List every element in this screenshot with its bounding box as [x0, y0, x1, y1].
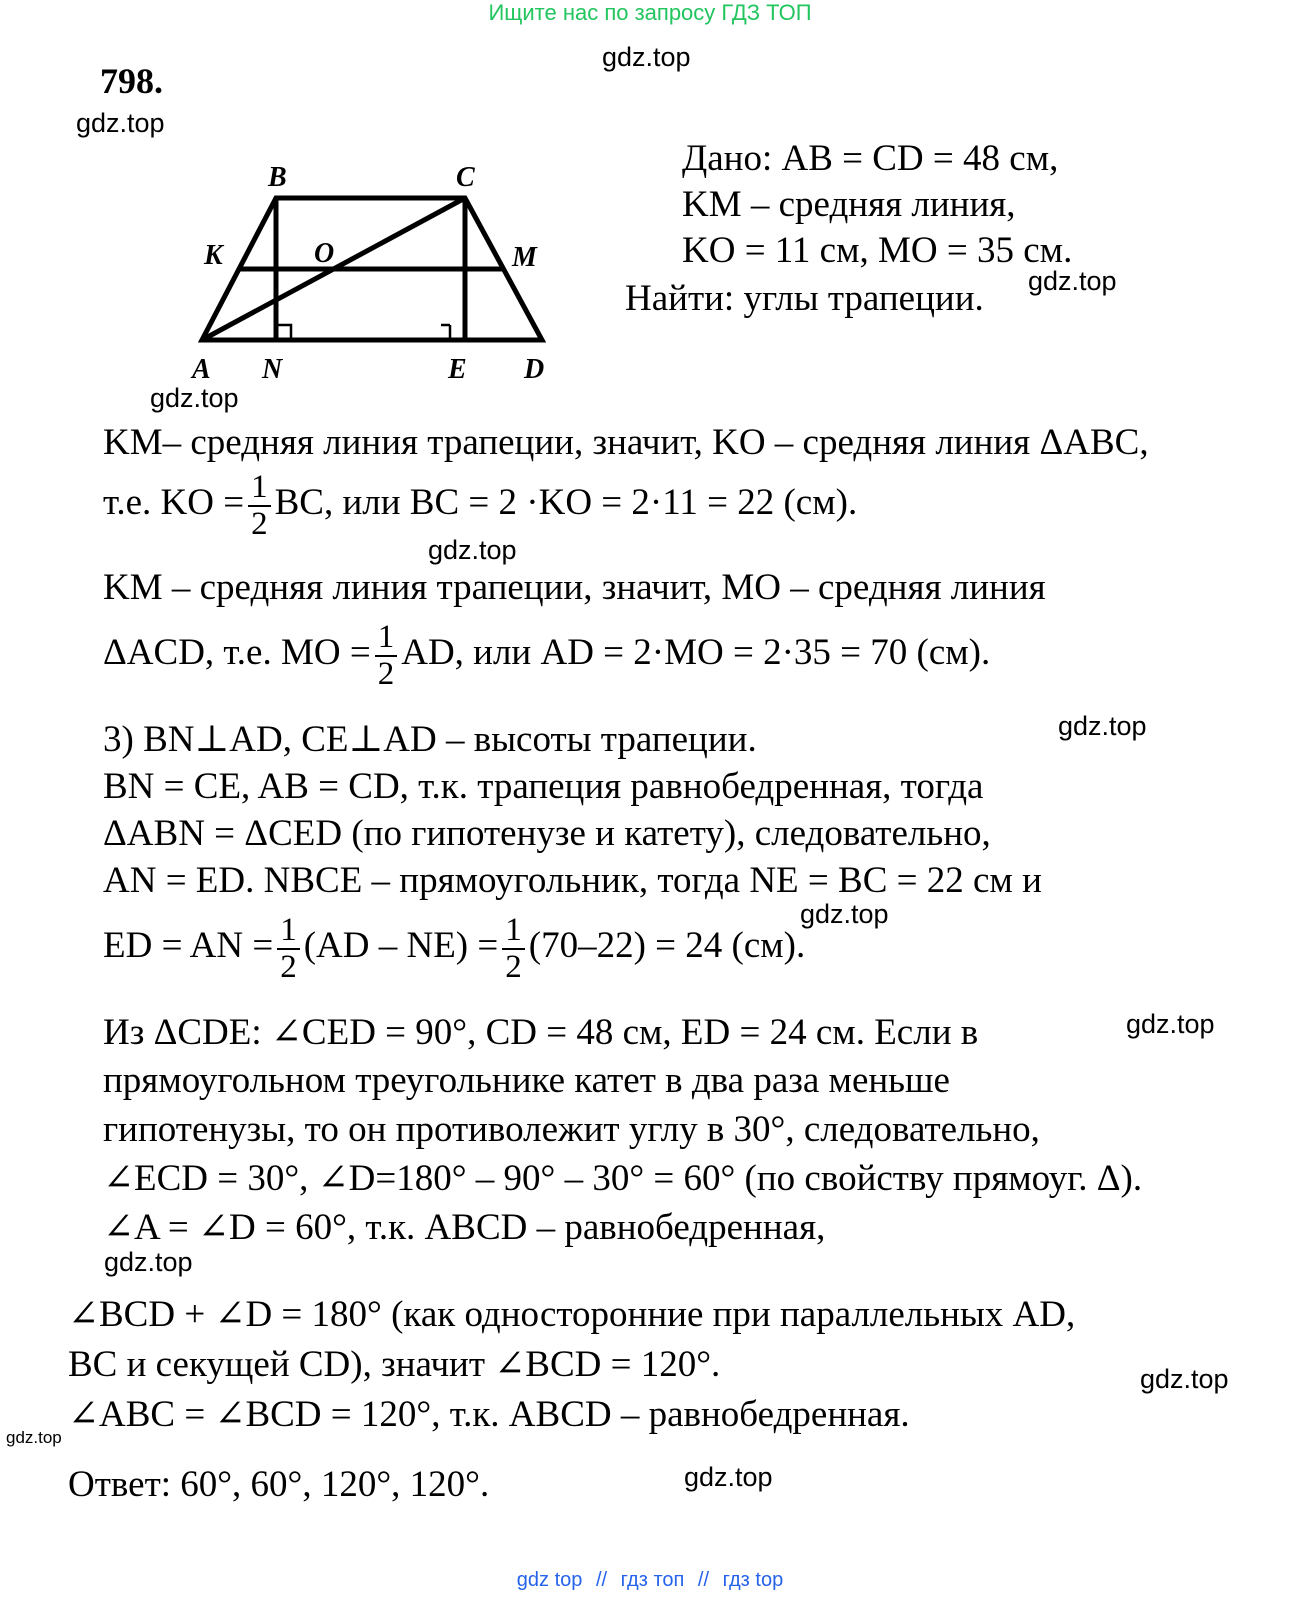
- solution-line: AN = ED. NBCE – прямоугольник, тогда NE = BC = 22 см и: [103, 860, 1042, 901]
- solution-line: гипотенузы, то он противолежит углу в 30°, следовательно,: [103, 1109, 1040, 1150]
- label-a: A: [192, 354, 211, 385]
- label-e: E: [448, 354, 467, 385]
- solution-line: 3) BN⊥AD, CE⊥AD – высоты трапеции.: [103, 719, 757, 760]
- watermark: gdz.top: [684, 1462, 773, 1492]
- solution-line: ED = AN = $\frac{1}{2}$ (AD – NE) = $\frac{1}{2}$ (70–22) = 24 (см).: [103, 912, 806, 985]
- watermark: gdz.top: [104, 1247, 193, 1277]
- footer-separator: //: [697, 1569, 710, 1591]
- label-b: B: [268, 162, 287, 193]
- solution-line: ∠BCD + ∠D = 180° (как односторонние при параллельных AD,: [68, 1294, 1076, 1335]
- watermark: gdz.top: [800, 899, 889, 929]
- watermark: gdz.top: [602, 42, 691, 72]
- problem-number: 798.: [100, 61, 163, 101]
- label-n: N: [262, 354, 283, 385]
- solution-line: KM– средняя линия трапеции, значит, KO – средняя линия ΔABC,: [103, 422, 1149, 463]
- label-k: K: [204, 240, 223, 271]
- trapezoid-figure: [190, 150, 570, 390]
- label-c: C: [456, 162, 475, 193]
- solution-line: BN = CE, AB = CD, т.к. трапеция равнобедренная, тогда: [103, 766, 984, 807]
- watermark: gdz.top: [1028, 266, 1117, 296]
- watermark: gdz.top: [6, 1428, 62, 1447]
- footer-link[interactable]: gdz top: [516, 1569, 583, 1591]
- solution-line: Из ΔCDE: ∠CED = 90°, CD = 48 см, ED = 24 см. Если в: [103, 1012, 979, 1053]
- watermark: gdz.top: [1058, 711, 1147, 741]
- solution-line: KM – средняя линия трапеции, значит, MO – средняя линия: [103, 567, 1046, 608]
- given-line-3: KO = 11 см, MO = 35 см.: [682, 230, 1073, 271]
- top-banner: Ищите нас по запросу ГДЗ ТОП: [488, 0, 812, 25]
- label-d: D: [524, 354, 545, 385]
- footer-link[interactable]: гдз топ: [620, 1569, 685, 1591]
- footer-links: [0, 1569, 1300, 1592]
- footer-link[interactable]: гдз top: [722, 1569, 784, 1591]
- solution-line: ∠ECD = 30°, ∠D=180° – 90° – 30° = 60° (по свойству прямоуг. Δ).: [103, 1158, 1143, 1199]
- label-m: M: [512, 242, 537, 273]
- given-line-1: Дано: AB = CD = 48 см,: [682, 138, 1059, 179]
- solution-line: ∠A = ∠D = 60°, т.к. ABCD – равнобедренная,: [103, 1207, 826, 1248]
- solution-line: ∠ABC = ∠BCD = 120°, т.к. ABCD – равнобедренная.: [68, 1394, 910, 1435]
- footer-separator: //: [595, 1569, 608, 1591]
- fraction-half: $\frac{1}{2}$: [248, 470, 271, 541]
- fraction-half: $\frac{1}{2}$: [277, 913, 300, 984]
- solution-line: BC и секущей CD), значит ∠BCD = 120°.: [68, 1344, 721, 1385]
- watermark: gdz.top: [76, 108, 165, 138]
- fraction-half: $\frac{1}{2}$: [502, 913, 525, 984]
- fraction-half: $\frac{1}{2}$: [375, 620, 398, 691]
- watermark: gdz.top: [1140, 1364, 1229, 1394]
- solution-line: прямоугольном треугольнике катет в два раза меньше: [103, 1060, 950, 1101]
- solution-line: ΔABN = ΔCED (по гипотенузе и катету), следовательно,: [103, 813, 991, 854]
- given-find: Найти: углы трапеции.: [625, 278, 984, 319]
- label-o: O: [314, 238, 335, 269]
- watermark: gdz.top: [428, 535, 517, 565]
- given-line-2: KM – средняя линия,: [682, 184, 1016, 225]
- watermark: gdz.top: [150, 383, 239, 413]
- answer-line: Ответ: 60°, 60°, 120°, 120°.: [68, 1464, 490, 1505]
- watermark: gdz.top: [1126, 1009, 1215, 1039]
- solution-line: ΔACD, т.е. MO = $\frac{1}{2}$ AD, или AD = 2·MO = 2·35 = 70 (см).: [103, 619, 991, 692]
- solution-line: т.е. KO = $\frac{1}{2}$ BC, или BC = 2 ·KO = 2·11 = 22 (см).: [103, 469, 858, 542]
